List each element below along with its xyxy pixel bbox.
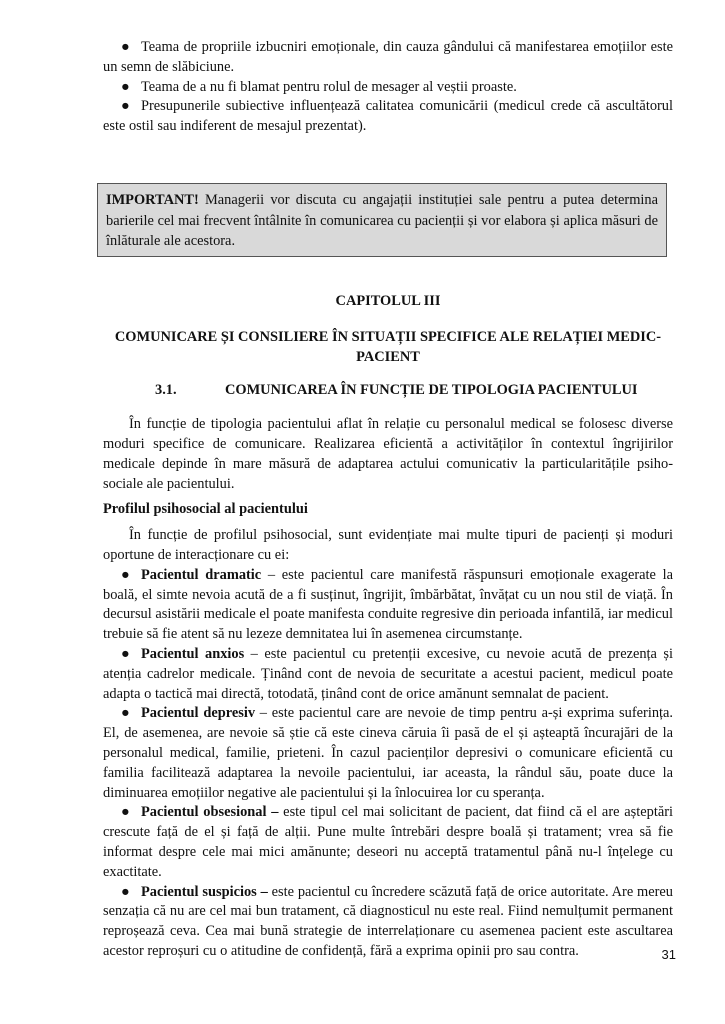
list-item: ● Teama de propriile izbucniri emoționale, din cauza gândului că manifestarea emoțiilor este un semn de slăbiciune. [103,39,673,75]
section-number: 3.1. [155,382,177,399]
section-heading [103,381,673,401]
bullet-icon: ● [121,645,130,662]
list-item: ● Pacientul depresiv – este pacientul care are nevoie de timp pentru a-și exprima suferința. El, de asemenea, are nevoie să știe că este cineva căruia îi pasă de el și așteaptă încurajări de la personalul medical, familie, prieteni. În cazul pacienților depresivi o comunicare eficientă cu familia facilitează adaptarea la nevoile pacientului, iar aceasta, la rândul său, poate duce la diminuarea emoțiilor negative ale pacientului și la înlocuirea lor cu speranța. [103,705,673,801]
bullet-icon: ● [121,39,130,55]
list-item: ● Teama de a nu fi blamat pentru rolul de mesager al veștii proaste. [103,78,673,98]
bullet-icon: ● [121,98,130,115]
list-item: ● Presupunerile subiective influențează calitatea comunicării (medicul crede că ascultătorul este ostil sau indiferent de mesajul prezentat). [103,98,673,135]
subheading: Profilul psihosocial al pacientului [103,501,308,518]
page-body [103,38,673,137]
bullet-icon: ● [121,804,130,821]
list-item: ● Pacientul obsesional – este tipul cel mai solicitant de pacient, dat fiind că el are așteptări crescute față de el și față de alții. Pune multe întrebări despre boală și tratament; vrea să fie informat despre cele mai mici amănunte; deseori nu acceptă tratamentul până nu-l înțelege cu exactitate. [103,804,673,880]
section-title: COMUNICAREA ÎN FUNCȚIE DE TIPOLOGIA PACIENTULUI [225,382,638,399]
bullet-icon: ● [121,883,130,900]
bullet-icon: ● [121,705,130,722]
list-item: ● Pacientul dramatic – este pacientul care manifestă răspunsuri emoționale exagerate la boală, el simte nevoia acută de a fi susținut, îngrijit, îmbărbătat, învățat cu un nou stil de viață. În decursul asistării medicale el poate manifesta conduite regresive din perioada infantilă, iar medicul trebuie să fie atent să nu lezeze demnitatea lui în asemenea circumstanțe. [103,566,673,643]
chapter-title: COMUNICARE ȘI CONSILIERE ÎN SITUAȚII SPECIFICE ALE RELAȚIEI MEDIC-PACIENT [114,328,662,365]
important-callout [97,183,667,257]
bullet-icon: ● [121,566,130,583]
intro-paragraph: În funcție de tipologia pacientului aflat în relație cu personalul medical se folosesc diverse moduri specifice de comunicare. Realizarea eficientă a activităților în contextul îngrijirilor medicale depinde în mare măsură de adaptarea actului comunicativ la particularitățile psiho-sociale ale pacientului. [103,416,673,492]
chapter-number: CAPITOLUL III [335,293,441,309]
profile-intro: În funcție de profilul psihosocial, sunt evidențiate mai multe tipuri de pacienți și moduri oportune de interacționare cu ei: [103,527,673,563]
bullet-icon: ● [121,78,130,95]
important-text: Managerii vor discuta cu angajații instituției sale pentru a putea determina barierile cel mai frecvent întâlnite în comunicarea cu pacienții și vor elabora și aplica măsuri de înlăturale ale acestora. [106,192,658,249]
important-label: IMPORTANT! [106,192,199,208]
page-number: 31 [661,947,676,962]
list-item: ● Pacientul anxios – este pacientul cu pretenții excesive, cu nevoie acută de prezența și atenția cadrelor medicale. Ținând cont de nevoia de securitate a acestui pacient, medicul poate adapta o tactică mai directă, totodată, ținând cont de orice amănunt semnalat de pacient. [103,645,674,702]
chapter-section [103,292,673,962]
list-item: ● Pacientul suspicios – este pacientul cu încredere scăzută față de orice autoritate. Are mereu senzația că nu are cel mai bun tratament, că diagnosticul nu este real. Fiind nemulțumit permanent reproșează ceva. Cea mai bună strategie de interrelaționare cu asemenea pacient este ascultarea acestor reproșuri cu o atitudine de confidență, fără a exprima opinii pro sau contra. [103,883,673,959]
